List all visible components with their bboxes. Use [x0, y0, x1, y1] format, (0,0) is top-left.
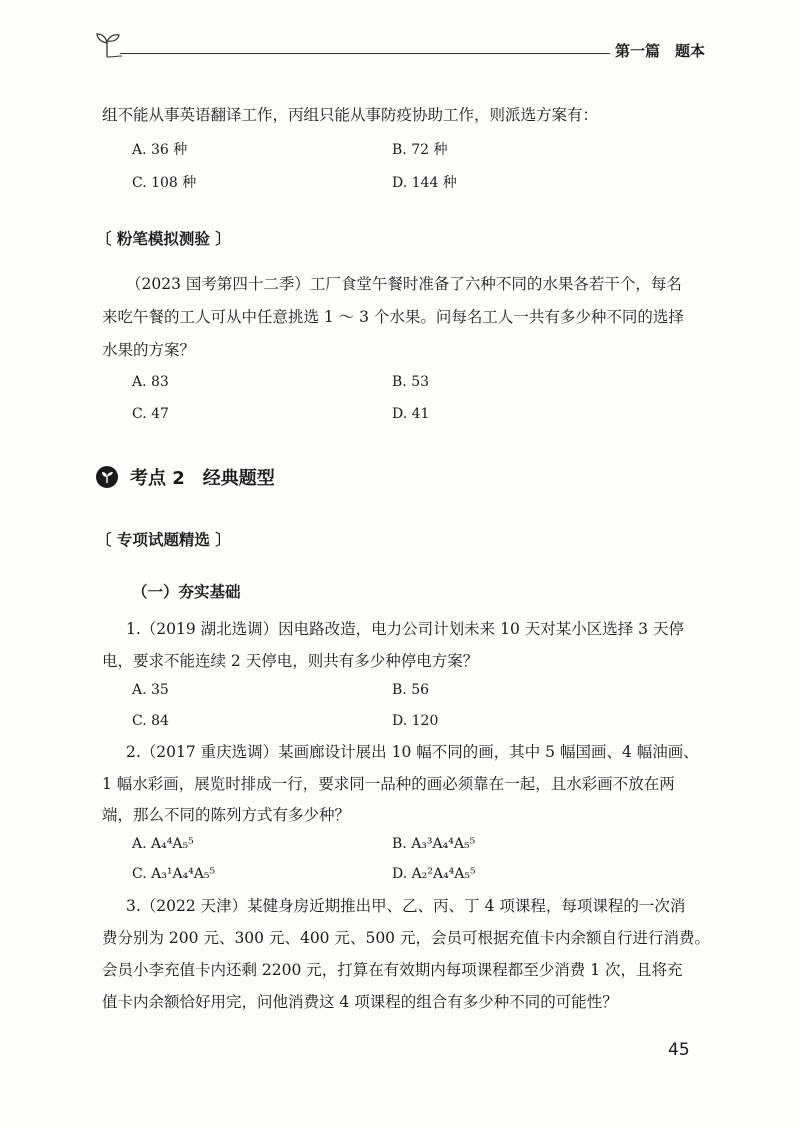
- header-title: 第一篇 题本: [615, 42, 706, 60]
- q3-line-4: 值卡内余额恰好用完，问他消费这 4 项课程的组合有多少种不同的可能性？: [102, 993, 618, 1011]
- mock-line-3: 水果的方案？: [102, 341, 196, 359]
- q3-line-2: 费分别为 200 元、300 元、400 元、500 元，会员可根据充值卡内余额自行进行消费。: [102, 929, 710, 947]
- q2-line-1: 2.（2017 重庆选调）某画廊设计展出 10 幅不同的画，其中 5 幅国画、4 幅油画、: [126, 743, 699, 761]
- q3-line-3: 会员小李充值卡内还剩 2200 元，打算在有效期内每项课程都至少消费 1 次，且将充: [102, 961, 683, 979]
- kaodian-title: 考点 2 经典题型: [130, 468, 275, 489]
- q0-option-c[interactable]: C. 108 种: [132, 175, 197, 191]
- continued-text: 组不能从事英语翻译工作，丙组只能从事防疫协助工作，则派选方案有：: [102, 106, 599, 124]
- page-number: 45: [668, 1040, 690, 1060]
- q1-line-1: 1.（2019 湖北选调）因电路改造，电力公司计划未来 10 天对某小区选择 3 天停: [126, 620, 684, 638]
- q2-option-a[interactable]: A. A₄⁴A₅⁵: [132, 836, 194, 852]
- q1-option-a[interactable]: A. 35: [132, 682, 169, 698]
- q2-option-d[interactable]: D. A₂²A₄⁴A₅⁵: [392, 866, 476, 882]
- q1-line-2: 电，要求不能连续 2 天停电，则共有多少种停电方案？: [102, 652, 479, 670]
- q1-option-d[interactable]: D. 120: [392, 713, 439, 729]
- q1-option-b[interactable]: B. 56: [392, 682, 430, 698]
- kaodian-heading: [96, 464, 275, 490]
- q2-option-b[interactable]: B. A₃³A₄⁴A₅⁵: [392, 836, 476, 852]
- mock-option-c[interactable]: C. 47: [132, 406, 169, 422]
- q2-line-2: 1 幅水彩画，展览时排成一行，要求同一品种的画必须靠在一起，且水彩画不放在两: [102, 775, 675, 793]
- header-rule: [120, 53, 610, 54]
- mock-line-2: 来吃午餐的工人可从中任意挑选 1 ～ 3 个水果。问每名工人一共有多少种不同的选择: [102, 308, 684, 326]
- q0-option-a[interactable]: A. 36 种: [132, 142, 188, 158]
- mock-line-1: （2023 国考第四十二季）工厂食堂午餐时准备了六种不同的水果各若干个，每名: [126, 275, 682, 293]
- special-section-title: 〔 专项试题精选 〕: [96, 531, 231, 549]
- q2-line-3: 端，那么不同的陈列方式有多少种？: [102, 806, 351, 824]
- q1-option-c[interactable]: C. 84: [132, 713, 169, 729]
- q3-line-1: 3.（2022 天津）某健身房近期推出甲、乙、丙、丁 4 项课程，每项课程的一次消: [126, 897, 686, 915]
- q0-option-b[interactable]: B. 72 种: [392, 142, 448, 158]
- mock-section-title: 〔 粉笔模拟测验 〕: [96, 230, 231, 248]
- basics-title: （一）夯实基础: [132, 583, 241, 601]
- q0-option-d[interactable]: D. 144 种: [392, 175, 457, 191]
- mock-option-a[interactable]: A. 83: [132, 374, 169, 390]
- sprout-badge-icon: [96, 466, 118, 488]
- sprout-icon: [92, 30, 122, 58]
- q2-option-c[interactable]: C. A₃¹A₄⁴A₅⁵: [132, 866, 216, 882]
- mock-option-b[interactable]: B. 53: [392, 374, 430, 390]
- mock-option-d[interactable]: D. 41: [392, 406, 430, 422]
